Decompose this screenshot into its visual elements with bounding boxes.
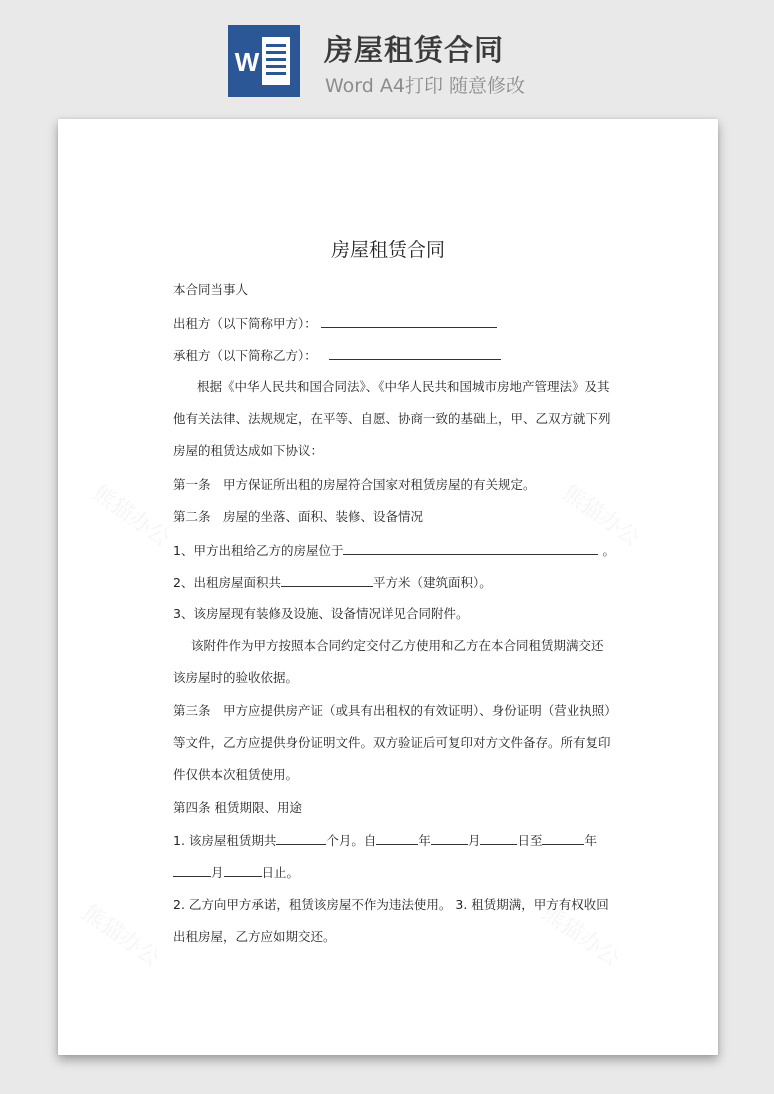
article-2-item-2: [173, 574, 492, 591]
term-text: 年: [584, 833, 597, 848]
a2-item2-prefix: 2、出租房屋面积共: [173, 575, 281, 590]
header-banner: [0, 0, 774, 118]
location-blank: [343, 542, 598, 555]
article-4-item-2-line-1: 2. 乙方向甲方承诺，租赁该房屋不作为违法使用。 3. 租赁期满，甲方有权收回: [173, 897, 609, 912]
article-3-line-1: 第三条 甲方应提供房产证（或具有出租权的有效证明）、身份证明（营业执照）: [173, 703, 617, 718]
a2-item1-prefix: 1、甲方出租给乙方的房屋位于: [173, 543, 344, 558]
term-text: 月: [467, 833, 481, 848]
term-text: 1. 该房屋租赁期共: [173, 833, 277, 848]
end-day-blank: [224, 864, 262, 877]
article-2-item-3: 3、该房屋现有装修及设施、设备情况详见合同附件。: [173, 606, 469, 621]
article-4-item-1-cont: [173, 864, 299, 881]
term-text: 月: [211, 865, 224, 880]
word-icon-letter: W: [234, 47, 260, 77]
a2-item2-suffix: 平方米（建筑面积）。: [372, 575, 492, 590]
document-title: 房屋租赁合同: [330, 239, 445, 261]
article-3-line-2: 等文件，乙方应提供身份证明文件。双方验证后可复印对方文件备存。所有复印: [173, 735, 611, 750]
lessee-line: [173, 347, 501, 364]
preamble-line-3: 房屋的租赁达成如下协议：: [173, 443, 324, 458]
lessor-label: 出租方（以下简称甲方）：: [173, 316, 317, 331]
article-1: 第一条 甲方保证所出租的房屋符合国家对租赁房屋的有关规定。: [173, 477, 536, 492]
document-page: [58, 119, 718, 1055]
article-4-item-1: [173, 832, 597, 849]
term-text: 日至: [517, 833, 543, 848]
article-4-item-2-line-2: 出租房屋，乙方应如期交还。: [173, 929, 336, 944]
lessee-blank: [329, 347, 501, 360]
watermark: [77, 897, 167, 973]
word-icon: [228, 25, 300, 97]
parties-heading: 本合同当事人: [173, 282, 249, 297]
a2-item1-suffix: 。: [602, 543, 615, 558]
months-blank: [276, 832, 326, 845]
term-text: 日止。: [261, 865, 300, 880]
article-3-line-3: 件仅供本次租赁使用。: [173, 767, 299, 782]
end-year-blank: [542, 832, 584, 845]
start-year-blank: [376, 832, 418, 845]
banner-subtitle: Word A4打印 随意修改: [325, 75, 526, 97]
article-2-item-1: [173, 542, 615, 559]
end-month-blank: [173, 864, 211, 877]
preamble-line-2: 他有关法律、法规规定，在平等、自愿、协商一致的基础上，甲、乙双方就下列: [173, 411, 611, 426]
watermark: [87, 477, 177, 553]
annex-note-1: 该附件作为甲方按照本合同约定交付乙方使用和乙方在本合同租赁期满交还: [191, 638, 604, 653]
article-4-heading: 第四条 租赁期限、用途: [173, 800, 302, 815]
article-2-heading: 第二条 房屋的坐落、面积、装修、设备情况: [173, 509, 424, 524]
area-blank: [281, 574, 373, 587]
annex-note-2: 该房屋时的验收依据。: [173, 670, 299, 685]
lessor-line: [173, 315, 497, 332]
term-text: 个月。自: [326, 833, 377, 848]
lessor-blank: [321, 315, 497, 328]
preamble-line-1: 根据《中华人民共和国合同法》、《中华人民共和国城市房地产管理法》及其: [197, 379, 610, 394]
lessee-label: 承租方（以下简称乙方）：: [173, 348, 317, 363]
start-month-blank: [431, 832, 468, 845]
term-text: 年: [418, 833, 431, 848]
banner-title: 房屋租赁合同: [324, 33, 505, 67]
start-day-blank: [480, 832, 517, 845]
